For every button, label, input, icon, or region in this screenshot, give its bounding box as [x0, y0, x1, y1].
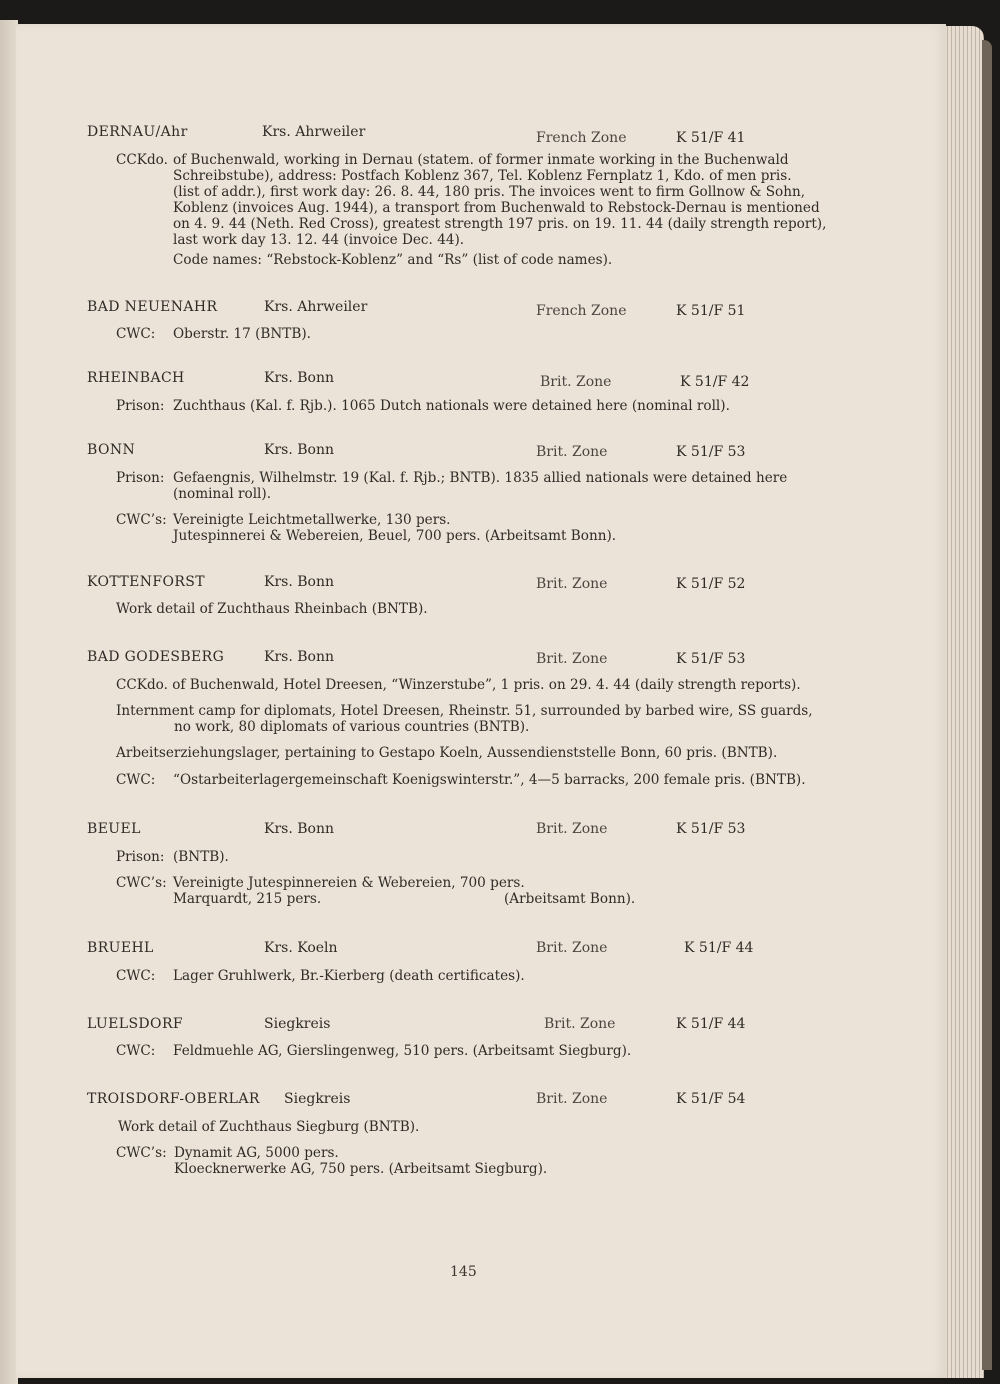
entry-label: Prison:	[116, 398, 165, 414]
district: Siegkreis	[284, 1091, 351, 1107]
body-line: Jutespinnerei & Webereien, Beuel, 700 pers. (Arbeitsamt Bonn).	[173, 528, 617, 544]
body-line: (nominal roll).	[173, 486, 272, 502]
entry-header	[16, 442, 946, 462]
zone: Brit. Zone	[544, 1016, 616, 1032]
body-line: Oberstr. 17 (BNTB).	[173, 326, 311, 342]
body-line: Arbeitserziehungslager, pertaining to Gestapo Koeln, Aussendienststelle Bonn, 60 pris. (BNTB).	[116, 745, 778, 761]
reference-code: K 51/F 54	[676, 1091, 746, 1107]
body-line: Code names: “Rebstock-Koblenz” and “Rs” (list of code names).	[173, 252, 613, 268]
zone: French Zone	[536, 130, 627, 146]
reference-code: K 51/F 44	[684, 940, 754, 956]
entry-label: CWC’s:	[116, 875, 167, 891]
body-line: on 4. 9. 44 (Neth. Red Cross), greatest strength 197 pris. on 19. 11. 44 (daily strength report),	[173, 216, 827, 232]
body-line: (Arbeitsamt Bonn).	[504, 891, 636, 907]
reference-code: K 51/F 52	[676, 576, 746, 592]
body-line: Work detail of Zuchthaus Rheinbach (BNTB).	[116, 601, 428, 617]
body-line: Kloecknerwerke AG, 750 pers. (Arbeitsamt Siegburg).	[174, 1161, 548, 1177]
entry-label: CWC’s:	[116, 1145, 167, 1161]
place-name: KOTTENFORST	[87, 574, 206, 590]
district: Krs. Koeln	[264, 940, 338, 956]
entry-header	[16, 649, 946, 669]
district: Krs. Ahrweiler	[262, 124, 366, 140]
body-line: Vereinigte Jutespinnereien & Webereien, 700 pers.	[173, 875, 525, 891]
body-line: (BNTB).	[173, 849, 229, 865]
body-line: Dynamit AG, 5000 pers.	[174, 1145, 339, 1161]
entry-label: CWC:	[116, 968, 156, 984]
place-name: RHEINBACH	[87, 370, 185, 386]
body-line: Zuchthaus (Kal. f. Rjb.). 1065 Dutch nationals were detained here (nominal roll).	[173, 398, 730, 414]
reference-code: K 51/F 42	[680, 374, 750, 390]
zone: Brit. Zone	[536, 940, 608, 956]
body-line: Lager Gruhlwerk, Br.-Kierberg (death certificates).	[173, 968, 525, 984]
entry-label: Prison:	[116, 470, 165, 486]
entry-header	[16, 821, 946, 841]
place-name: LUELSDORF	[87, 1016, 183, 1032]
body-line: Work detail of Zuchthaus Siegburg (BNTB).	[118, 1119, 420, 1135]
zone: Brit. Zone	[536, 444, 608, 460]
entry-header	[16, 299, 946, 319]
reference-code: K 51/F 44	[676, 1016, 746, 1032]
body-line: no work, 80 diplomats of various countries (BNTB).	[174, 719, 530, 735]
entry-header	[16, 124, 946, 144]
entry-header	[16, 1016, 946, 1036]
place-name: BONN	[87, 442, 136, 458]
body-line: Vereinigte Leichtmetallwerke, 130 pers.	[173, 512, 451, 528]
body-line: of Buchenwald, working in Dernau (statem. of former inmate working in the Buchenwald	[173, 152, 789, 168]
place-name: TROISDORF-OBERLAR	[87, 1091, 260, 1107]
entry-label: CWC:	[116, 326, 156, 342]
district: Krs. Ahrweiler	[264, 299, 368, 315]
body-line: “Ostarbeiterlagergemeinschaft Koenigswinterstr.”, 4—5 barracks, 200 female pris. (BNTB).	[173, 772, 806, 788]
book-cover-edge	[982, 40, 992, 1370]
body-line: Marquardt, 215 pers.	[173, 891, 322, 907]
place-name: BRUEHL	[87, 940, 154, 956]
zone: Brit. Zone	[536, 1091, 608, 1107]
entry-header	[16, 940, 946, 960]
place-name: BAD NEUENAHR	[87, 299, 218, 315]
place-name: DERNAU/Ahr	[87, 124, 188, 140]
entry-label: CCKdo.	[116, 152, 168, 168]
body-line: Feldmuehle AG, Gierslingenweg, 510 pers. (Arbeitsamt Siegburg).	[173, 1043, 632, 1059]
zone: Brit. Zone	[536, 821, 608, 837]
reference-code: K 51/F 51	[676, 303, 746, 319]
body-line: Internment camp for diplomats, Hotel Dreesen, Rheinstr. 51, surrounded by barbed wire, SS guards,	[116, 703, 813, 719]
body-line: (list of addr.), first work day: 26. 8. 44, 180 pris. The invoices went to firm Gollnow & Sohn,	[173, 184, 806, 200]
entry-label: CWC:	[116, 1043, 156, 1059]
zone: Brit. Zone	[536, 576, 608, 592]
entry-header	[16, 1091, 946, 1111]
reference-code: K 51/F 53	[676, 821, 746, 837]
district: Krs. Bonn	[264, 370, 334, 386]
body-line: CCKdo. of Buchenwald, Hotel Dreesen, “Winzerstube”, 1 pris. on 29. 4. 44 (daily strength reports).	[116, 677, 801, 693]
zone: Brit. Zone	[536, 651, 608, 667]
page-number: 145	[450, 1264, 477, 1280]
reference-code: K 51/F 41	[676, 130, 746, 146]
district: Siegkreis	[264, 1016, 331, 1032]
zone: French Zone	[536, 303, 627, 319]
district: Krs. Bonn	[264, 821, 334, 837]
entry-label: CWC’s:	[116, 512, 167, 528]
district: Krs. Bonn	[264, 442, 334, 458]
entry-header	[16, 370, 946, 390]
reference-code: K 51/F 53	[676, 444, 746, 460]
body-line: last work day 13. 12. 44 (invoice Dec. 44).	[173, 232, 465, 248]
entry-label: Prison:	[116, 849, 165, 865]
district: Krs. Bonn	[264, 574, 334, 590]
place-name: BEUEL	[87, 821, 141, 837]
zone: Brit. Zone	[540, 374, 612, 390]
district: Krs. Bonn	[264, 649, 334, 665]
body-line: Koblenz (invoices Aug. 1944), a transport from Buchenwald to Rebstock-Dernau is mentioned	[173, 200, 820, 216]
reference-code: K 51/F 53	[676, 651, 746, 667]
body-line: Schreibstube), address: Postfach Koblenz 367, Tel. Koblenz Fernplatz 1, Kdo. of men pris.	[173, 168, 792, 184]
body-line: Gefaengnis, Wilhelmstr. 19 (Kal. f. Rjb.; BNTB). 1835 allied nationals were detained here	[173, 470, 788, 486]
entry-label: CWC:	[116, 772, 156, 788]
entry-header	[16, 574, 946, 594]
place-name: BAD GODESBERG	[87, 649, 225, 665]
book-page	[16, 24, 946, 1378]
